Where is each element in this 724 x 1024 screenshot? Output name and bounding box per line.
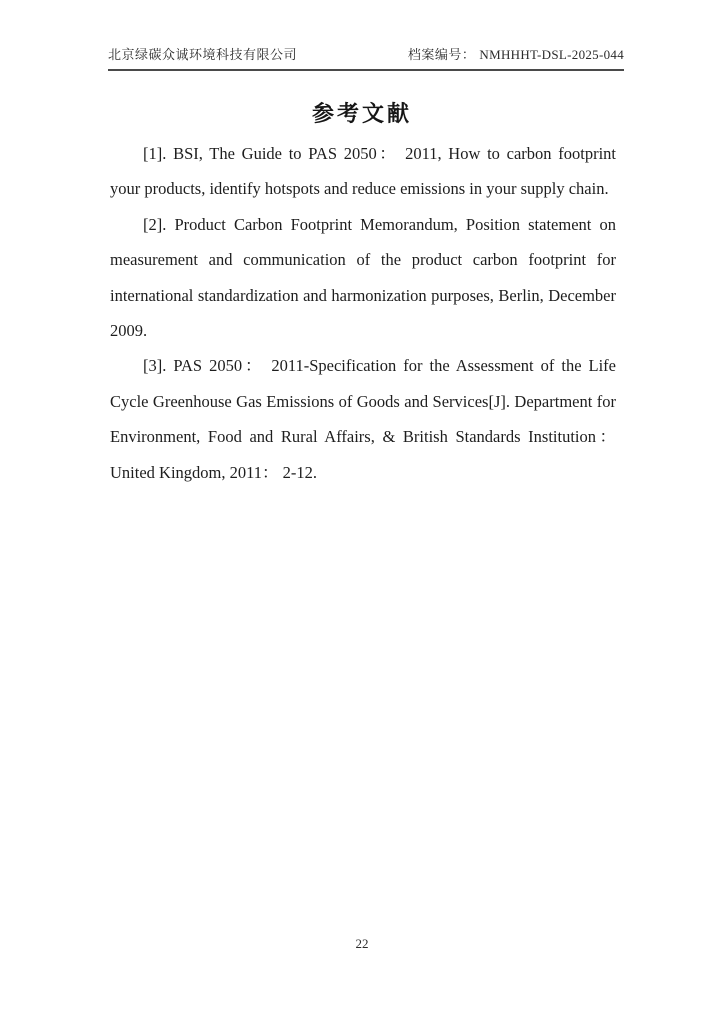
- page-number: 22: [355, 936, 369, 951]
- doc-number-value: NMHHHT-DSL-2025-044: [479, 47, 624, 62]
- page-header: [108, 44, 624, 71]
- references-section: [110, 136, 616, 490]
- reference-item: [3]. PAS 2050： 2011-Specification for the Assessment of the Life Cycle Greenhouse Gas Emissions of Goods and Services[J]. Department for Environment, Food and Rural Affairs, & British Standards Institution： United Kingdom, 2011： 2-12.: [110, 356, 616, 482]
- reference-item: [2]. Product Carbon Footprint Memorandum, Position statement on measurement and communication of the product carbon footprint for international standardization and harmonization purposes, Berlin, December 2009.: [110, 214, 616, 341]
- doc-number-label: 档案编号：: [407, 47, 476, 62]
- company-name: 北京绿碳众诚环境科技有限公司: [108, 47, 298, 62]
- doc-number: [408, 44, 624, 63]
- reference-item: [1]. BSI, The Guide to PAS 2050： 2011, How to carbon footprint your products, identify hotspots and reduce emissions in your supply chain.: [110, 144, 616, 199]
- page-title: 参考文献: [311, 101, 412, 126]
